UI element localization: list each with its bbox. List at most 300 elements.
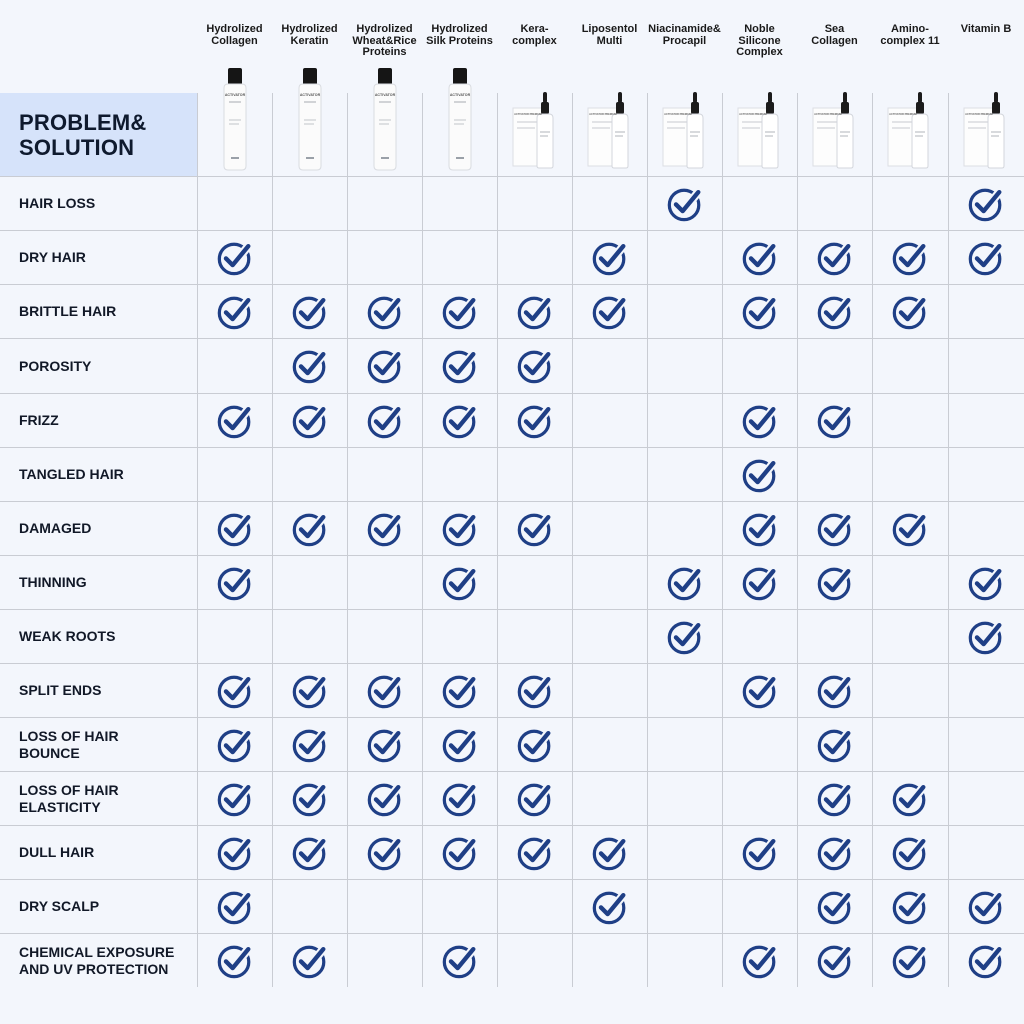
table-cell <box>497 339 572 393</box>
row-label-line: FRIZZ <box>19 412 59 428</box>
table-cell <box>572 448 647 501</box>
table-cell <box>422 718 497 771</box>
product-bottle-image <box>272 62 347 172</box>
table-row <box>0 176 1024 230</box>
table-cell <box>872 502 948 555</box>
table-cell <box>572 556 647 609</box>
table-cell <box>722 394 797 447</box>
row-label-line: DRY HAIR <box>19 249 86 265</box>
check-circle-icon <box>516 726 554 764</box>
check-circle-icon <box>816 510 854 548</box>
row-label <box>19 772 119 825</box>
table-cell <box>722 934 797 987</box>
grid-column-divider <box>722 93 723 987</box>
check-circle-icon <box>666 618 704 656</box>
table-cell <box>572 231 647 284</box>
table-row <box>0 284 1024 338</box>
table-cell <box>497 177 572 230</box>
column-header <box>643 24 726 47</box>
check-circle-icon <box>216 239 254 277</box>
table-cell <box>497 880 572 933</box>
table-cell <box>197 394 272 447</box>
table-cell <box>197 772 272 825</box>
check-circle-icon <box>216 726 254 764</box>
table-cell <box>722 448 797 501</box>
column-header-line: Collagen <box>811 34 858 47</box>
product-bottle-image <box>197 62 272 172</box>
table-cell <box>422 880 497 933</box>
table-cell <box>797 394 872 447</box>
row-label <box>19 285 116 338</box>
table-cell <box>197 880 272 933</box>
check-circle-icon <box>216 510 254 548</box>
table-cell <box>422 934 497 987</box>
table-cell <box>347 502 422 555</box>
column-header-line: complex 11 <box>880 34 940 47</box>
check-circle-icon <box>441 347 479 385</box>
table-cell <box>197 610 272 663</box>
table-cell <box>948 502 1024 555</box>
page-title-line: PROBLEM& <box>19 109 147 135</box>
check-circle-icon <box>366 780 404 818</box>
check-circle-icon <box>216 888 254 926</box>
table-cell <box>272 231 347 284</box>
table-cell <box>497 231 572 284</box>
column-header <box>868 24 952 47</box>
table-cell <box>797 448 872 501</box>
table-cell <box>797 502 872 555</box>
column-header-line: Hydrolized <box>356 23 413 35</box>
table-cell <box>797 934 872 987</box>
check-circle-icon <box>291 834 329 872</box>
table-cell <box>572 394 647 447</box>
table-cell <box>422 772 497 825</box>
table-row <box>0 879 1024 933</box>
table-cell <box>872 826 948 879</box>
check-circle-icon <box>591 239 629 277</box>
table-cell <box>872 934 948 987</box>
check-circle-icon <box>816 834 854 872</box>
table-cell <box>948 285 1024 338</box>
column-header-line: Keratin <box>290 34 329 47</box>
table-cell <box>497 502 572 555</box>
table-cell <box>347 394 422 447</box>
table-cell <box>872 339 948 393</box>
svg-text:ACTIVATOR PREMIUM: ACTIVATOR PREMIUM <box>813 113 842 116</box>
check-circle-icon <box>891 834 929 872</box>
table-row <box>0 501 1024 555</box>
table-cell <box>722 610 797 663</box>
check-circle-icon <box>891 293 929 331</box>
column-header-line: Collagen <box>211 34 258 47</box>
table-cell <box>647 394 722 447</box>
table-cell <box>872 880 948 933</box>
check-circle-icon <box>216 564 254 602</box>
table-row <box>0 447 1024 501</box>
table-cell <box>347 231 422 284</box>
grid-column-divider <box>347 93 348 987</box>
table-cell <box>797 826 872 879</box>
table-cell <box>272 718 347 771</box>
check-circle-icon <box>441 510 479 548</box>
table-cell <box>347 610 422 663</box>
svg-text:ACTIVATOR PREMIUM: ACTIVATOR PREMIUM <box>663 113 692 116</box>
table-cell <box>272 177 347 230</box>
row-label-line: LOSS OF HAIR <box>19 727 119 744</box>
row-label-line: SPLIT ENDS <box>19 682 102 698</box>
table-row <box>0 717 1024 771</box>
column-header <box>193 24 276 47</box>
table-cell <box>572 285 647 338</box>
check-circle-icon <box>591 888 629 926</box>
row-label-line: DULL HAIR <box>19 844 95 860</box>
check-circle-icon <box>741 293 779 331</box>
table-cell <box>347 339 422 393</box>
table-cell <box>647 610 722 663</box>
grid-column-divider <box>272 93 273 987</box>
table-cell <box>872 394 948 447</box>
check-circle-icon <box>441 780 479 818</box>
check-circle-icon <box>891 780 929 818</box>
column-header-line: Noble <box>744 23 775 35</box>
table-cell <box>272 556 347 609</box>
check-circle-icon <box>891 942 929 980</box>
table-row <box>0 771 1024 825</box>
table-cell <box>272 339 347 393</box>
check-circle-icon <box>816 402 854 440</box>
table-cell <box>347 448 422 501</box>
column-header-line: Niacinamide& <box>648 23 721 35</box>
svg-text:ACTIVATOR PREMIUM: ACTIVATOR PREMIUM <box>965 113 993 116</box>
table-cell <box>272 285 347 338</box>
row-label <box>19 231 86 284</box>
table-row <box>0 338 1024 393</box>
table-cell <box>872 718 948 771</box>
check-circle-icon <box>591 834 629 872</box>
table-cell <box>347 177 422 230</box>
table-cell <box>797 231 872 284</box>
table-cell <box>797 610 872 663</box>
svg-text:ACTIVATOR PREMIUM: ACTIVATOR PREMIUM <box>889 113 917 116</box>
table-cell <box>197 231 272 284</box>
column-header-line: Hydrolized <box>281 23 338 35</box>
product-dropper-image <box>722 62 797 172</box>
table-cell <box>948 394 1024 447</box>
page-title <box>0 93 197 176</box>
row-label-line: BOUNCE <box>19 744 80 761</box>
table-cell <box>797 339 872 393</box>
row-label <box>19 556 87 609</box>
table-cell <box>948 664 1024 717</box>
table-cell <box>197 448 272 501</box>
column-header <box>718 24 801 59</box>
column-header-line: Vitamin B <box>960 23 1012 35</box>
table-cell <box>347 880 422 933</box>
table-cell <box>722 718 797 771</box>
column-header-line: Hydrolized <box>431 23 488 35</box>
table-cell <box>572 934 647 987</box>
table-cell <box>347 664 422 717</box>
table-cell <box>948 556 1024 609</box>
check-circle-icon <box>741 510 779 548</box>
check-circle-icon <box>216 834 254 872</box>
table-cell <box>872 177 948 230</box>
table-cell <box>422 610 497 663</box>
row-label-line: DAMAGED <box>19 520 92 536</box>
table-cell <box>272 610 347 663</box>
table-cell <box>797 556 872 609</box>
column-header-line: Proteins <box>362 46 407 58</box>
column-header-line: Wheat&Rice <box>352 34 417 47</box>
check-circle-icon <box>291 942 329 980</box>
row-label-line: ELASTICITY <box>19 798 101 815</box>
table-cell <box>797 664 872 717</box>
check-circle-icon <box>816 726 854 764</box>
table-cell <box>197 718 272 771</box>
check-circle-icon <box>591 293 629 331</box>
svg-text:ACTIVATOR: ACTIVATOR <box>224 93 245 97</box>
table-cell <box>422 664 497 717</box>
row-label <box>19 339 91 393</box>
table-cell <box>422 231 497 284</box>
check-circle-icon <box>366 726 404 764</box>
column-header <box>418 24 501 47</box>
table-cell <box>722 826 797 879</box>
table-cell <box>872 448 948 501</box>
table-cell <box>422 556 497 609</box>
check-circle-icon <box>516 672 554 710</box>
row-label <box>19 610 115 663</box>
check-circle-icon <box>816 780 854 818</box>
table-cell <box>497 826 572 879</box>
header-row <box>0 0 1024 176</box>
table-cell <box>572 339 647 393</box>
column-header <box>268 24 351 47</box>
column-header-line: Sea <box>824 23 845 35</box>
check-circle-icon <box>441 293 479 331</box>
check-circle-icon <box>366 510 404 548</box>
table-cell <box>872 664 948 717</box>
row-label-line: CHEMICAL EXPOSURE <box>19 943 175 960</box>
table-cell <box>197 934 272 987</box>
check-circle-icon <box>816 942 854 980</box>
table-cell <box>647 177 722 230</box>
table-cell <box>872 285 948 338</box>
check-circle-icon <box>516 347 554 385</box>
check-circle-icon <box>967 185 1005 223</box>
check-circle-icon <box>291 726 329 764</box>
product-dropper-image <box>797 62 872 172</box>
check-circle-icon <box>816 888 854 926</box>
row-label <box>19 826 94 879</box>
table-cell <box>647 231 722 284</box>
table-cell <box>272 772 347 825</box>
table-cell <box>872 610 948 663</box>
check-circle-icon <box>366 402 404 440</box>
product-dropper-image <box>872 62 948 172</box>
check-circle-icon <box>516 780 554 818</box>
table-cell <box>722 502 797 555</box>
column-header <box>793 24 876 47</box>
table-cell <box>422 339 497 393</box>
check-circle-icon <box>366 834 404 872</box>
table-cell <box>872 231 948 284</box>
column-header <box>493 24 576 47</box>
grid-column-divider <box>797 93 798 987</box>
table-cell <box>422 177 497 230</box>
table-cell <box>197 339 272 393</box>
table-row <box>0 230 1024 284</box>
table-row <box>0 555 1024 609</box>
column-header-line: Liposentol <box>581 23 638 35</box>
check-circle-icon <box>291 347 329 385</box>
check-circle-icon <box>741 402 779 440</box>
table-cell <box>272 880 347 933</box>
table-cell <box>347 556 422 609</box>
product-dropper-image <box>647 62 722 172</box>
table-cell <box>647 772 722 825</box>
table-row <box>0 663 1024 717</box>
table-cell <box>497 610 572 663</box>
check-circle-icon <box>891 239 929 277</box>
row-label-line: HAIR LOSS <box>19 195 96 211</box>
table-cell <box>272 448 347 501</box>
column-header-line: Kera- <box>520 23 549 35</box>
check-circle-icon <box>891 888 929 926</box>
product-bottle-image <box>347 62 422 172</box>
table-cell <box>572 664 647 717</box>
table-cell <box>797 880 872 933</box>
table-cell <box>722 880 797 933</box>
table-cell <box>347 772 422 825</box>
check-circle-icon <box>291 672 329 710</box>
table-cell <box>422 826 497 879</box>
table-cell <box>948 772 1024 825</box>
row-label <box>19 502 91 555</box>
table-cell <box>197 285 272 338</box>
table-cell <box>197 826 272 879</box>
table-cell <box>272 394 347 447</box>
table-cell <box>422 285 497 338</box>
check-circle-icon <box>967 888 1005 926</box>
table-cell <box>722 285 797 338</box>
check-circle-icon <box>366 293 404 331</box>
table-cell <box>347 934 422 987</box>
table-cell <box>572 772 647 825</box>
check-circle-icon <box>967 239 1005 277</box>
column-header-line: Procapil <box>662 34 707 47</box>
table-cell <box>722 231 797 284</box>
row-label <box>19 448 124 501</box>
table-cell <box>272 502 347 555</box>
row-label <box>19 880 99 933</box>
check-circle-icon <box>216 942 254 980</box>
column-header <box>343 24 426 59</box>
column-header-line: Amino- <box>891 23 929 35</box>
table-cell <box>722 556 797 609</box>
column-header-line: Multi <box>596 34 623 47</box>
table-cell <box>197 664 272 717</box>
svg-text:ACTIVATOR PREMIUM: ACTIVATOR PREMIUM <box>513 113 542 116</box>
column-header-line: Complex <box>736 46 783 58</box>
table-cell <box>572 502 647 555</box>
check-circle-icon <box>967 618 1005 656</box>
table-cell <box>647 339 722 393</box>
check-circle-icon <box>741 672 779 710</box>
grid-column-divider <box>948 93 949 987</box>
check-circle-icon <box>741 564 779 602</box>
table-row <box>0 393 1024 447</box>
table-cell <box>872 772 948 825</box>
check-circle-icon <box>891 510 929 548</box>
row-label <box>19 177 95 230</box>
row-label-line: TANGLED HAIR <box>19 466 124 482</box>
table-cell <box>497 934 572 987</box>
table-cell <box>797 177 872 230</box>
check-circle-icon <box>741 239 779 277</box>
table-cell <box>647 826 722 879</box>
row-label <box>19 718 119 771</box>
table-cell <box>647 556 722 609</box>
table-cell <box>647 880 722 933</box>
check-circle-icon <box>291 510 329 548</box>
svg-text:ACTIVATOR PREMIUM: ACTIVATOR PREMIUM <box>738 113 767 116</box>
table-cell <box>948 231 1024 284</box>
table-cell <box>647 718 722 771</box>
check-circle-icon <box>366 347 404 385</box>
check-circle-icon <box>441 564 479 602</box>
table-cell <box>497 718 572 771</box>
check-circle-icon <box>516 402 554 440</box>
check-circle-icon <box>816 239 854 277</box>
table-cell <box>572 880 647 933</box>
row-label <box>19 394 59 447</box>
product-dropper-image <box>572 62 647 172</box>
table-cell <box>722 177 797 230</box>
column-header-line: Silk Proteins <box>426 34 493 47</box>
table-cell <box>948 826 1024 879</box>
row-label-line: LOSS OF HAIR <box>19 781 119 798</box>
table-cell <box>272 664 347 717</box>
table-cell <box>497 285 572 338</box>
grid-column-divider <box>572 93 573 987</box>
table-cell <box>797 772 872 825</box>
table-cell <box>197 556 272 609</box>
table-row <box>0 933 1024 987</box>
table-cell <box>572 826 647 879</box>
check-circle-icon <box>216 780 254 818</box>
table-row <box>0 825 1024 879</box>
check-circle-icon <box>816 564 854 602</box>
table-cell <box>948 610 1024 663</box>
check-circle-icon <box>441 726 479 764</box>
table-cell <box>647 448 722 501</box>
row-label <box>19 934 174 987</box>
check-circle-icon <box>441 834 479 872</box>
row-label-line: THINNING <box>19 574 87 590</box>
grid-column-divider <box>647 93 648 987</box>
product-dropper-image <box>948 62 1024 172</box>
table-row <box>0 609 1024 663</box>
check-circle-icon <box>366 672 404 710</box>
check-circle-icon <box>216 402 254 440</box>
column-header <box>568 24 651 47</box>
table-cell <box>722 772 797 825</box>
check-circle-icon <box>666 564 704 602</box>
table-cell <box>872 556 948 609</box>
table-cell <box>272 934 347 987</box>
table-cell <box>422 448 497 501</box>
